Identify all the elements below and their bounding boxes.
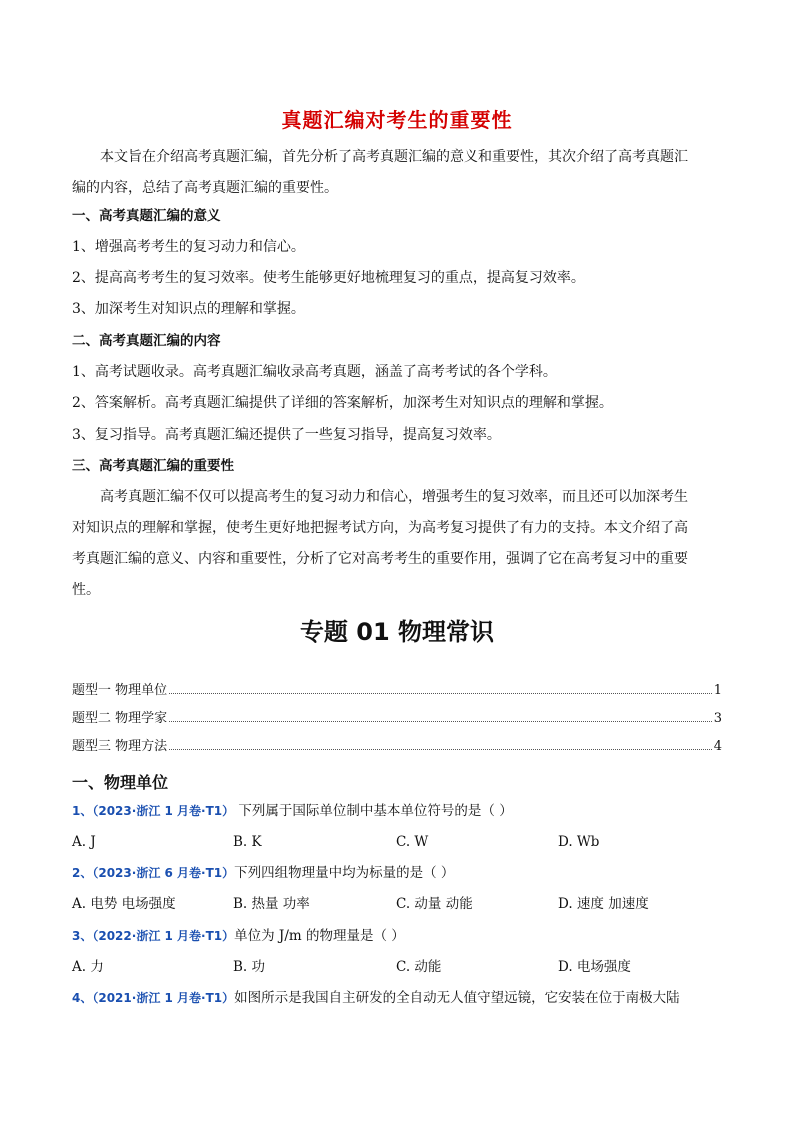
importance-paragraph-line: 高考真题汇编不仅可以提高考生的复习动力和信心，增强考生的复习效率，而且还可以加深考生 xyxy=(100,489,688,505)
section-heading-content: 二、高考真题汇编的内容 xyxy=(72,333,221,349)
section-heading-importance: 三、高考真题汇编的重要性 xyxy=(72,458,234,474)
importance-paragraph-line: 性。 xyxy=(72,582,100,598)
question-number: 1、 xyxy=(72,804,93,818)
toc-leader-dots xyxy=(169,748,712,750)
question-source-tag: （2023·浙江 6 月卷·T1） xyxy=(92,866,235,880)
document-title: 专题 01 物理常识 xyxy=(299,618,495,646)
question-stem xyxy=(72,926,405,946)
question-text: 下列四组物理量中均为标量的是（ ） xyxy=(234,865,455,881)
toc-entry-label: 题型三 物理方法 xyxy=(72,739,168,754)
question-number: 3、 xyxy=(72,929,93,943)
toc-entry[interactable] xyxy=(72,682,722,700)
importance-paragraph-line: 考真题汇编的意义、内容和重要性，分析了它对高考考生的重要作用，强调了它在高考复习中的重要 xyxy=(72,551,688,567)
importance-paragraph-line: 对知识点的理解和掌握，使考生更好地把握考试方向，为高考复习提供了有力的支持。本文介绍了高 xyxy=(72,520,688,536)
option-a: A. J xyxy=(72,834,96,850)
option-d: D. 电场强度 xyxy=(558,959,631,975)
intro-paragraph-line: 本文旨在介绍高考真题汇编，首先分析了高考真题汇编的意义和重要性，其次介绍了高考真题汇 xyxy=(100,149,688,165)
option-c: C. W xyxy=(396,834,429,850)
option-d: D. Wb xyxy=(558,834,600,850)
list-item: 3、加深考生对知识点的理解和掌握。 xyxy=(72,301,305,317)
toc-entry[interactable] xyxy=(72,738,722,756)
toc-entry-page: 3 xyxy=(713,711,722,726)
question-text: 如图所示是我国自主研发的全自动无人值守望远镜，它安装在位于南极大陆 xyxy=(234,990,680,1006)
toc-entry-label: 题型一 物理单位 xyxy=(72,683,168,698)
list-item: 1、增强高考考生的复习动力和信心。 xyxy=(72,239,305,255)
list-item: 3、复习指导。高考真题汇编还提供了一些复习指导，提高复习效率。 xyxy=(72,427,501,443)
option-b: B. 热量 功率 xyxy=(233,896,310,912)
toc-leader-dots xyxy=(169,720,712,722)
question-source-tag: （2021·浙江 1 月卷·T1） xyxy=(92,991,235,1005)
question-text: 下列属于国际单位制中基本单位符号的是（ ） xyxy=(234,803,513,819)
list-item: 2、提高高考考生的复习效率。使考生能够更好地梳理复习的重点，提高复习效率。 xyxy=(72,270,585,286)
option-c: C. 动能 xyxy=(396,959,442,975)
section-title: 一、物理单位 xyxy=(72,773,169,792)
toc-entry-page: 1 xyxy=(713,683,722,698)
toc-entry-label: 题型二 物理学家 xyxy=(72,711,168,726)
option-a: A. 电势 电场强度 xyxy=(72,896,176,912)
option-b: B. K xyxy=(233,834,262,850)
intro-paragraph-line: 编的内容，总结了高考真题汇编的重要性。 xyxy=(72,180,338,196)
question-source-tag: （2023·浙江 1 月卷·T1） xyxy=(92,804,235,818)
option-c: C. 动量 动能 xyxy=(396,896,473,912)
section-heading-meaning: 一、高考真题汇编的意义 xyxy=(72,208,221,224)
question-number: 2、 xyxy=(72,866,93,880)
question-text: 单位为 J/m 的物理量是（ ） xyxy=(234,928,405,944)
question-stem xyxy=(72,863,454,883)
list-item: 1、高考试题收录。高考真题汇编收录高考真题，涵盖了高考考试的各个学科。 xyxy=(72,364,557,380)
option-d: D. 速度 加速度 xyxy=(558,896,649,912)
intro-title: 真题汇编对考生的重要性 xyxy=(281,108,513,132)
importance-paragraph xyxy=(72,482,724,606)
list-item: 2、答案解析。高考真题汇编提供了详细的答案解析，加深考生对知识点的理解和掌握。 xyxy=(72,395,613,411)
question-source-tag: （2022·浙江 1 月卷·T1） xyxy=(92,929,235,943)
toc-leader-dots xyxy=(169,692,712,694)
question-number: 4、 xyxy=(72,991,93,1005)
question-stem xyxy=(72,988,680,1008)
option-b: B. 功 xyxy=(233,959,266,975)
option-a: A. 力 xyxy=(72,959,104,975)
toc-entry[interactable] xyxy=(72,710,722,728)
toc-entry-page: 4 xyxy=(713,739,722,754)
question-stem xyxy=(72,801,513,821)
intro-paragraph xyxy=(72,142,724,204)
